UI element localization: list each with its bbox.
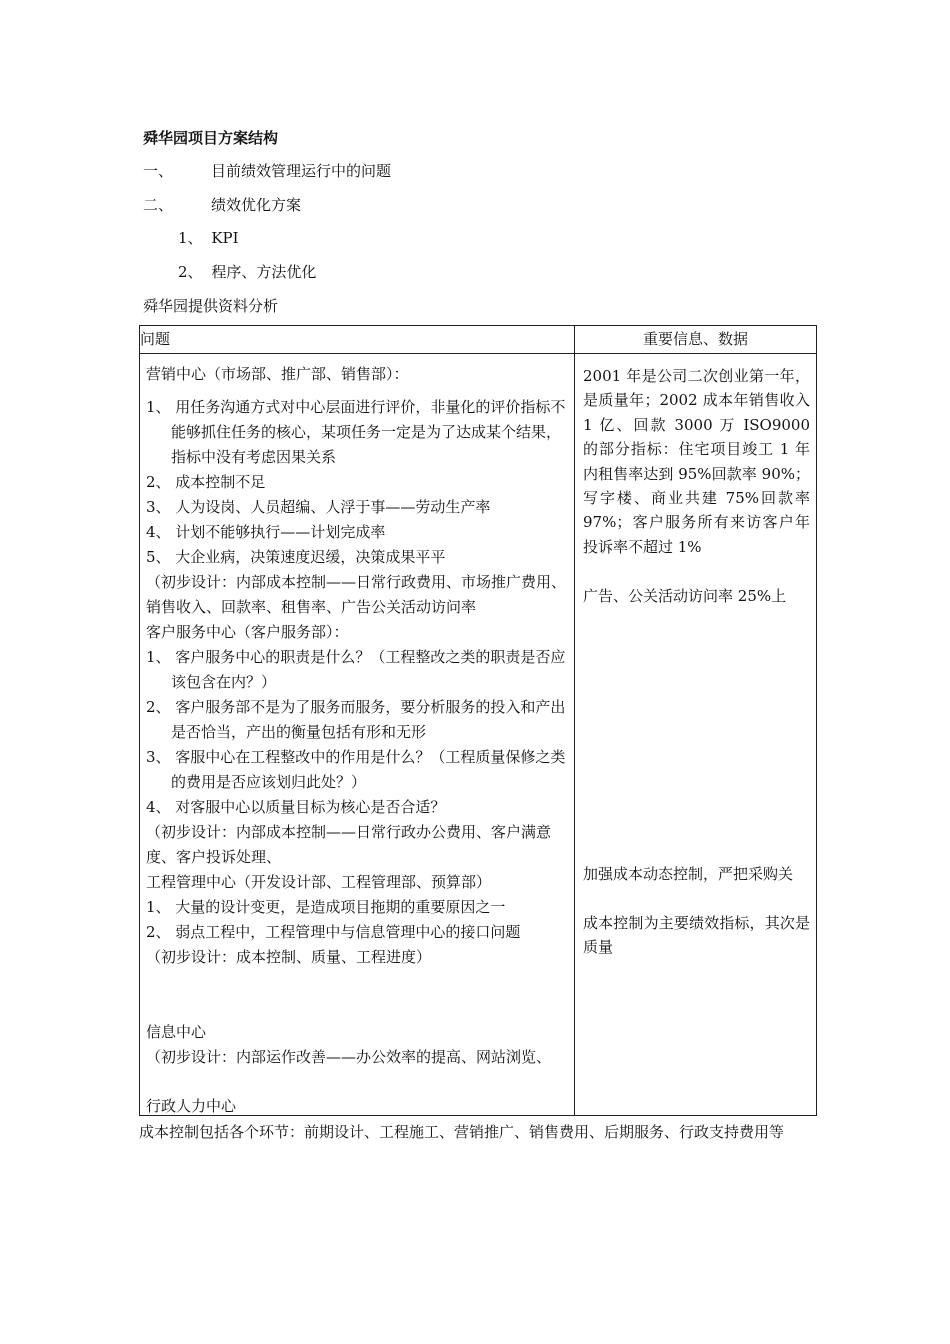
sub-outline-item-1 — [178, 228, 239, 248]
list-item: 4、 对客服中心以质量目标为核心是否合适？ — [146, 798, 446, 816]
outline-num: 二、 — [143, 196, 174, 214]
footer-note: 成本控制包括各个环节：前期设计、工程施工、营销推广、销售费用、后期服务、行政支持费用等 — [139, 1123, 785, 1141]
section-heading: 工程管理中心（开发设计部、工程管理部、预算部） — [146, 873, 492, 891]
list-item: 2、 弱点工程中，工程管理中与信息管理中心的接口问题 — [146, 923, 521, 941]
list-item: 1、 用任务沟通方式对中心层面进行评价，非量化的评价指标不能够抓住任务的核心，某项任务一定是为了达成某个结果，指标中没有考虑因果关系 — [146, 398, 566, 466]
list-item: 2、 成本控制不足 — [146, 473, 266, 491]
sub-outline-text: KPI — [211, 229, 239, 247]
text-line: 营销中心（市场部、推广部、销售部）： — [146, 365, 409, 383]
table-body-row — [140, 354, 817, 1116]
outline-item-1 — [143, 161, 392, 181]
table-header-row — [140, 326, 817, 354]
list-item: 4、 计划不能够执行——计划完成率 — [146, 523, 386, 541]
outline-item-2 — [143, 195, 302, 215]
doc-title: 舜华园项目方案结构 — [143, 129, 279, 147]
key-info-block: 加强成本动态控制，严把采购关 — [583, 865, 794, 883]
outline-text: 目前绩效管理运行中的问题 — [211, 162, 392, 180]
key-info-block: 成本控制为主要绩效指标，其次是质量 — [583, 914, 810, 957]
sub-outline-text: 程序、方法优化 — [211, 263, 317, 281]
list-item: 3、 客服中心在工程整改中的作用是什么？（工程质量保修之类的费用是否应该划归此处？） — [146, 748, 566, 791]
key-info-block: 2001 年是公司二次创业第一年，是质量年；2002 成本年销售收入 1 亿、回款 3000 万 ISO9000 的部分指标：住宅项目竣工 1 年内租售率达到 95%回款率 90%；写字楼、商业共建 75%回款率 97%；客户服务所有来访客户年投诉率不超过 1% — [583, 367, 810, 556]
design-note: （初步设计：内部运作改善——办公效率的提高、网站浏览、 — [146, 1048, 552, 1066]
section-heading: 信息中心 — [146, 1023, 207, 1041]
sub-outline-item-2 — [178, 262, 316, 282]
key-info-cell — [575, 354, 817, 1116]
list-item: 2、 客户服务部不是为了服务而服务，要分析服务的投入和产出是否恰当，产出的衡量包括有形和无形 — [146, 698, 566, 741]
header-key-info: 重要信息、数据 — [575, 326, 817, 354]
list-item: 3、 人为设岗、人员超编、人浮于事——劳动生产率 — [146, 498, 491, 516]
outline-text: 绩效优化方案 — [211, 196, 302, 214]
sub-outline-num: 1、 — [178, 229, 203, 247]
design-note: （初步设计：内部成本控制——日常行政办公费用、客户满意度、客户投诉处理、 — [146, 823, 552, 866]
analysis-table — [139, 325, 817, 1116]
outline-num: 一、 — [143, 162, 174, 180]
design-note: （初步设计：成本控制、质量、工程进度） — [146, 948, 432, 966]
sub-outline-num: 2、 — [178, 263, 203, 281]
design-note: （初步设计：内部成本控制——日常行政费用、市场推广费用、销售收入、回款率、租售率、广告公关活动访问率 — [146, 573, 567, 616]
key-info-line: 广告、公关活动访问率 25%上 — [583, 587, 787, 605]
list-item: 1、 大量的设计变更，是造成项目拖期的重要原因之一 — [146, 898, 506, 916]
header-problem: 问题 — [140, 326, 575, 354]
subtitle: 舜华园提供资料分析 — [143, 297, 279, 315]
problem-cell — [140, 354, 575, 1116]
section-heading: 行政人力中心 — [146, 1097, 237, 1115]
list-item: 5、 大企业病，决策速度迟缓，决策成果平平 — [146, 548, 446, 566]
section-heading: 客户服务中心（客户服务部）： — [146, 623, 349, 641]
list-item: 1、 客户服务中心的职责是什么？（工程整改之类的职责是否应该包含在内？） — [146, 648, 566, 691]
